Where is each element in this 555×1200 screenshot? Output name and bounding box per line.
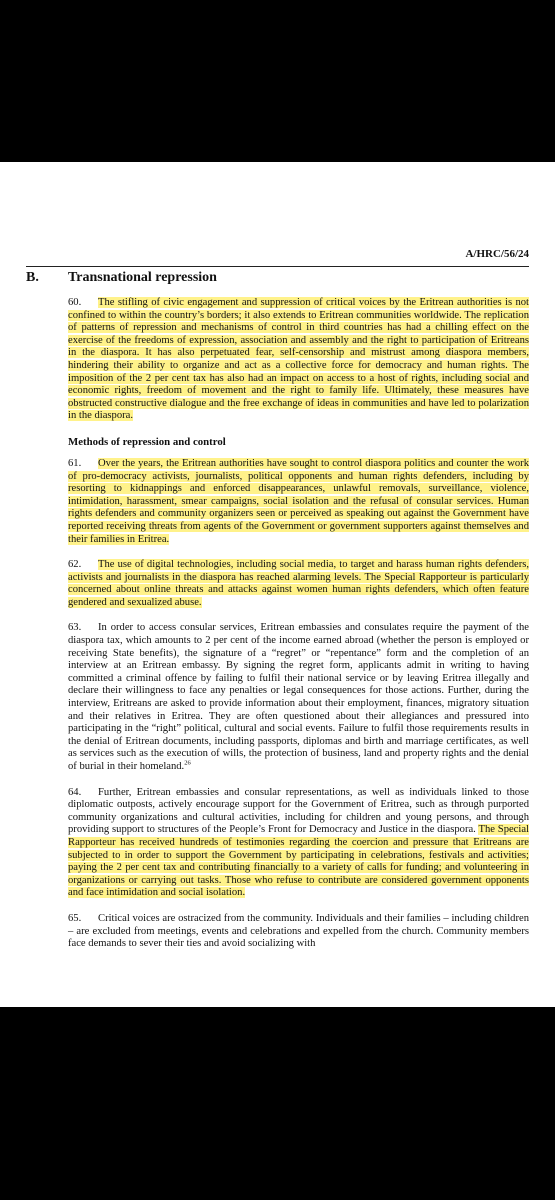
paragraph-63 xyxy=(68,622,529,773)
document-symbol: A/HRC/56/24 xyxy=(465,248,529,260)
document-body xyxy=(68,297,529,964)
paragraph-number: 61. xyxy=(68,457,82,469)
paragraph-text: In order to access consular services, Eritrean embassies and consulates require the payment of the diaspora tax, which amounts to 2 per cent of the income earned abroad (whether the person is employed or receiving State benefits), the signature of a “regret” or “repentance” form and the completion of an interview at an Eritrean embassy. By signing the regret form, applicants admit in writing to having committed a criminal offence by failing to fulfil their national service or by leaving Eritrea illegally and declare their willingness to face any penalties or legal consequences for those actions. Further, during the interview, Eritreans are asked to provide information about their employment, finances, migratory situation and their relatives in Eritrea. They are often questioned about their allegiances and pressured into participating in the “right” political, cultural and social events. Failure to fulfil those requirements results in the denial of Eritrean documents, including passports, diplomas and birth and marriage certificates, as well as services such as the execution of wills, the protection of business, land and property rights and the denial of burial in their homeland. xyxy=(68,622,529,772)
paragraph-65 xyxy=(68,913,529,951)
paragraph-number: 60. xyxy=(68,297,82,308)
highlighted-text: The Special Rapporteur has received hundreds of testimonies regarding the coercion and pressure that Eritreans are subjected to in order to support the Government by participating in celebrations, festivals and activities; paying the 2 per cent tax and contributing financially to a variety of calls for funding; and volunteering in organizations or carrying out tasks. Those who refuse to contribute are considered government opponents and face intimidation and social isolation. xyxy=(68,824,529,899)
paragraph-text: Further, Eritrean embassies and consular representations, as well as individuals linked to those diplomatic outposts, actively encourage support for the Government of Eritrea, such as through purported community organizations and cultural activities, including for children and young persons, and through providing support to structures of the People’s Front for Democracy and Justice in the diaspora. xyxy=(68,786,529,836)
running-header xyxy=(26,246,529,267)
document-page xyxy=(0,162,555,1007)
section-heading xyxy=(26,270,529,286)
paragraph-62 xyxy=(68,559,529,609)
highlighted-text: Over the years, the Eritrean authorities have sought to control diaspora politics and counter the work of pro-democracy activists, journalists, political opponents and human rights defenders, including by resorting to kidnappings and enforced disappearances, unlawful removals, surveillance, violence, intimidation, harassment, smear campaigns, social isolation and the refusal of consular services. Human rights defenders and community organizers seen or perceived as speaking out against the Government have reported receiving threats from agents of the Government or government supporters against themselves and their families in Eritrea. xyxy=(68,457,529,545)
highlighted-text: The stifling of civic engagement and suppression of critical voices by the Eritrean authorities is not confined to within the country’s borders; it also extends to Eritrean communities worldwide. The replication of patterns of repression and mechanisms of control in third countries has had a chilling effect on the exercise of the freedoms of expression, association and assembly and the right to participation of Eritreans in the diaspora. It has also perpetuated fear, self-censorship and mistrust among diaspora members, hindering their ability to organize and act as a collective force for democracy and human rights. The imposition of the 2 per cent tax has also had an impact on access to a host of rights, including social and economic rights, freedom of movement and the right to family life. Ultimately, these measures have obstructed constructive dialogue and the free exchange of ideas in communities and have led to polarization in the diaspora. xyxy=(68,297,529,422)
section-letter: B. xyxy=(26,270,39,285)
subheading: Methods of repression and control xyxy=(68,435,226,448)
paragraph-text: Critical voices are ostracized from the community. Individuals and their families – including children – are excluded from meetings, events and celebrations and expelled from the church. Community members face demands to sever their ties and avoid socializing with xyxy=(68,912,529,950)
section-title: Transnational repression xyxy=(68,270,217,285)
paragraph-number: 63. xyxy=(68,622,82,634)
highlighted-text: The use of digital technologies, including social media, to target and harass human rights defenders, activists and journalists in the diaspora has reached alarming levels. The Special Rapporteur is particularly concerned about online threats and attacks against women human rights defenders, which often feature gendered and sexualized abuse. xyxy=(68,559,529,608)
paragraph-number: 62. xyxy=(68,559,82,571)
paragraph-number: 64. xyxy=(68,786,82,798)
paragraph-number: 65. xyxy=(68,912,82,924)
paragraph-64 xyxy=(68,787,529,900)
footnote-marker: 26 xyxy=(184,759,191,767)
paragraph-60 xyxy=(68,297,529,423)
paragraph-61 xyxy=(68,458,529,546)
